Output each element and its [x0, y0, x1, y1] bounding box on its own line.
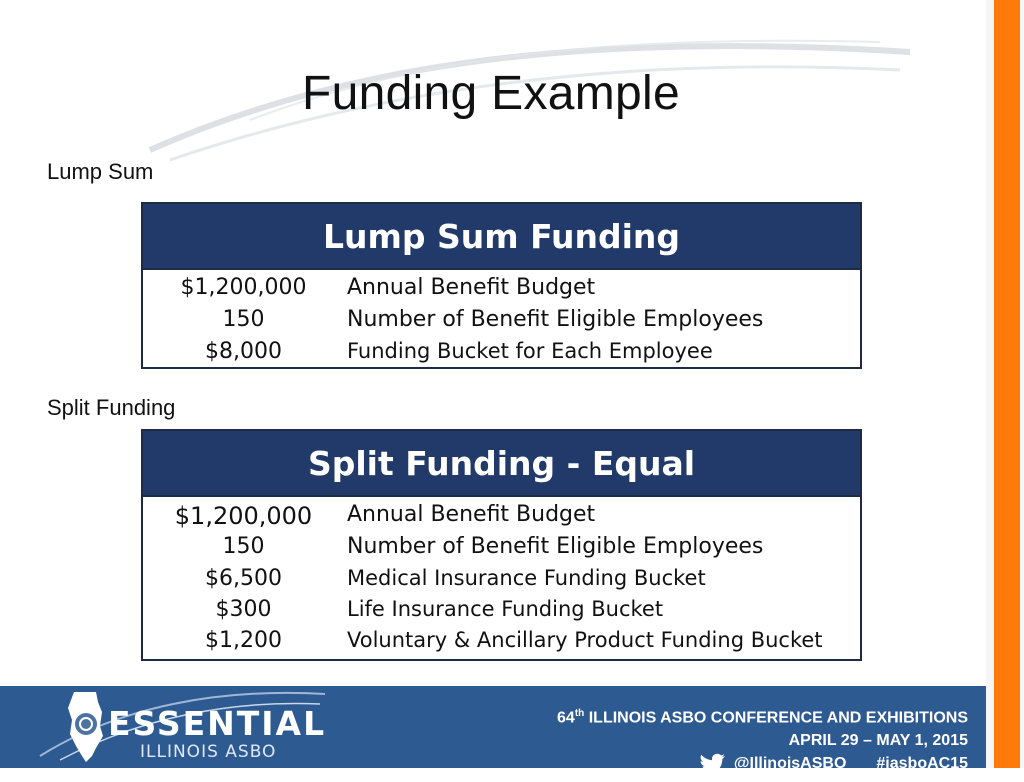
- conference-name: ILLINOIS ASBO CONFERENCE AND EXHIBITIONS: [588, 709, 968, 727]
- row-amount: 150: [222, 534, 265, 559]
- row-description: Life Insurance Funding Bucket: [347, 597, 664, 621]
- section-label-split-funding: Split Funding: [47, 395, 176, 420]
- table-row: [143, 337, 860, 367]
- row-amount: $1,200,000: [174, 502, 313, 530]
- illinois-state-icon: [66, 690, 106, 764]
- twitter-bird-icon: [698, 753, 726, 775]
- table-row: [143, 626, 860, 659]
- section-label-lump-sum: Lump Sum: [47, 159, 154, 184]
- conference-suffix: th: [574, 708, 585, 719]
- row-description: Number of Benefit Eligible Employees: [347, 307, 764, 332]
- table-heading: Split Funding - Equal: [143, 431, 860, 497]
- table-row: [143, 532, 860, 564]
- row-description: Funding Bucket for Each Employee: [347, 339, 713, 363]
- slide-title: Funding Example: [301, 67, 681, 120]
- conference-hashtag[interactable]: #iasboAC15: [876, 755, 968, 773]
- logo-subtitle: ILLINOIS ASBO: [140, 742, 277, 762]
- conference-title: [448, 702, 968, 729]
- row-description: Annual Benefit Budget: [347, 502, 596, 527]
- lump-sum-table: [141, 202, 862, 369]
- table-heading: Lump Sum Funding: [143, 204, 860, 270]
- row-description: Voluntary & Ancillary Product Funding Bucket: [347, 628, 823, 652]
- orange-stripe: [994, 0, 1020, 768]
- row-amount: $8,000: [205, 339, 282, 364]
- social-line: [698, 752, 968, 775]
- conference-dates: APRIL 29 – MAY 1, 2015: [788, 732, 968, 750]
- conference-info: [448, 702, 968, 782]
- row-description: Number of Benefit Eligible Employees: [347, 534, 764, 559]
- row-amount: $1,200,000: [180, 275, 307, 300]
- row-amount: $1,200: [205, 628, 282, 653]
- conference-number: 64: [557, 709, 575, 727]
- table-row: [143, 595, 860, 626]
- table-row: [143, 305, 860, 337]
- row-amount: $300: [215, 597, 272, 622]
- twitter-handle[interactable]: @IllinoisASBO: [733, 755, 847, 773]
- table-row: [143, 564, 860, 595]
- row-amount: $6,500: [205, 566, 282, 591]
- footer-banner: [0, 686, 986, 773]
- row-amount: 150: [222, 307, 265, 332]
- table-row: [143, 273, 860, 305]
- logo-essential-text: ESSENTIAL: [108, 704, 327, 743]
- row-description: Annual Benefit Budget: [347, 275, 596, 300]
- table-row: [143, 500, 860, 532]
- row-description: Medical Insurance Funding Bucket: [347, 566, 706, 590]
- split-funding-table: [141, 429, 862, 661]
- right-accent-bar: [986, 0, 1024, 768]
